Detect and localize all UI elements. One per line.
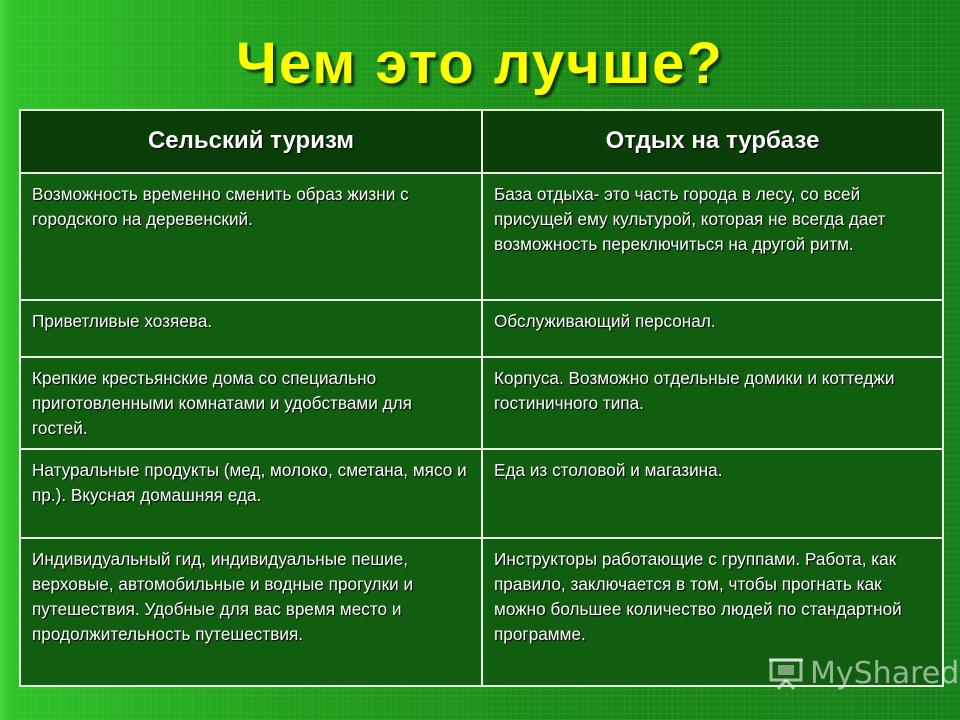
table-row [20,449,943,538]
cell-base: База отдыха- это часть города в лесу, со всей присущей ему культурой, которая не всегда дает возможность переключиться на другой ритм. [482,173,943,301]
slide-title: Чем это лучше? [236,31,724,96]
table-row [20,357,943,449]
header-rural-tourism: Сельский туризм [20,110,482,173]
table-row [20,173,943,301]
comparison-table [19,109,944,687]
presentation-board-icon [768,656,804,690]
table-header-row [20,110,943,173]
cell-base: Инструкторы работающие с группами. Работа, как правило, заключается в том, чтобы прогнать как можно большее количество людей по стандартной программе. [482,538,943,686]
cell-base: Еда из столовой и магазина. [482,449,943,538]
watermark [768,655,959,691]
cell-rural: Приветливые хозяева. [20,300,482,357]
watermark-text: MyShared [810,655,960,691]
cell-rural: Возможность временно сменить образ жизни с городского на деревенский. [20,173,482,301]
cell-base: Обслуживающий персонал. [482,300,943,357]
table-row [20,300,943,357]
cell-rural: Натуральные продукты (мед, молоко, сметана, мясо и пр.). Вкусная домашняя еда. [20,449,482,538]
cell-rural: Крепкие крестьянские дома со специально приготовленными комнатами и удобствами для гостей. [20,357,482,449]
header-tourist-base: Отдых на турбазе [482,110,943,173]
background-band [0,0,12,720]
cell-base: Корпуса. Возможно отдельные домики и коттеджи гостиничного типа. [482,357,943,449]
cell-rural: Индивидуальный гид, индивидуальные пешие, верховые, автомобильные и водные прогулки и путешествия. Удобные для вас время место и продолжительность путешествия. [20,538,482,686]
